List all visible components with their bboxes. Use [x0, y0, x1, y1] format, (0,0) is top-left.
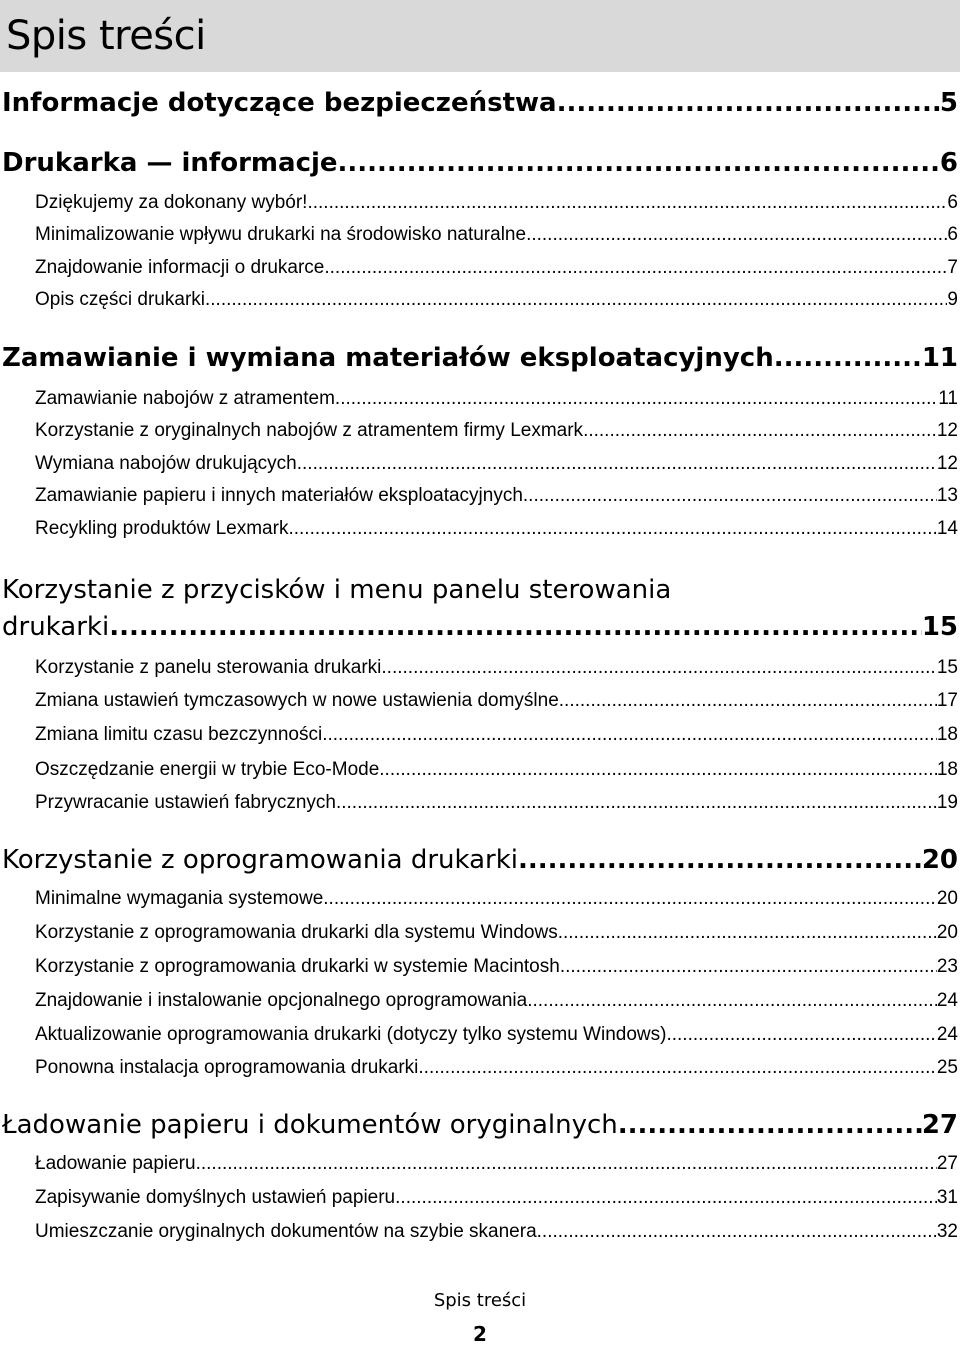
- section-page: 32: [936, 1221, 958, 1242]
- section-page: 27: [936, 1153, 958, 1174]
- toc-chapter-software[interactable]: [0, 845, 958, 875]
- dot-leader: [526, 224, 947, 246]
- section-title: Przywracanie ustawień fabrycznych: [35, 792, 336, 813]
- dot-leader: [618, 1110, 922, 1140]
- section-page: 15: [936, 657, 958, 678]
- section-title: Zapisywanie domyślnych ustawień papieru: [35, 1187, 396, 1208]
- toc-chapter-safety[interactable]: [0, 88, 958, 118]
- title-bar: [0, 0, 960, 72]
- chapter-page: 20: [921, 845, 958, 875]
- dot-leader: [537, 1221, 937, 1243]
- dot-leader: [205, 289, 947, 311]
- page-title: Spis treści: [6, 13, 206, 59]
- chapter-page: 27: [921, 1110, 958, 1140]
- section-title: Zmiana ustawień tymczasowych w nowe ustawienia domyślne: [35, 690, 559, 711]
- dot-leader: [774, 343, 922, 373]
- toc-chapter-control-panel[interactable]: [0, 612, 958, 642]
- section-page: 18: [936, 759, 958, 780]
- section-title: Minimalizowanie wpływu drukarki na środowisko naturalne: [35, 224, 527, 245]
- section-title: Opis części drukarki: [35, 289, 205, 310]
- chapter-title: Zamawianie i wymiana materiałów eksploatacyjnych: [2, 343, 774, 373]
- toc-section[interactable]: [0, 657, 958, 679]
- toc-chapter-supplies[interactable]: [0, 343, 958, 373]
- dot-leader: [338, 148, 940, 178]
- dot-leader: [395, 1187, 937, 1209]
- toc-section[interactable]: [0, 956, 958, 978]
- dot-leader: [109, 612, 922, 642]
- section-page: 25: [936, 1057, 958, 1078]
- toc-section[interactable]: [0, 224, 958, 246]
- section-page: 6: [947, 224, 958, 245]
- toc-section[interactable]: [0, 192, 958, 214]
- footer-label: Spis treści: [433, 1290, 527, 1311]
- section-title: Dziękujemy za dokonany wybór!: [35, 192, 308, 213]
- section-page: 6: [947, 192, 958, 213]
- toc-section[interactable]: [0, 922, 958, 944]
- section-title: Korzystanie z oryginalnych nabojów z atramentem firmy Lexmark: [35, 420, 584, 441]
- chapter-title: Drukarka — informacje: [2, 148, 338, 178]
- toc-section[interactable]: [0, 759, 958, 781]
- dot-leader: [379, 759, 937, 781]
- section-title: Wymiana nabojów drukujących: [35, 453, 297, 474]
- toc-section[interactable]: [0, 289, 958, 311]
- toc-section[interactable]: [0, 1153, 958, 1175]
- chapter-title: Korzystanie z oprogramowania drukarki: [2, 845, 519, 875]
- dot-leader: [558, 922, 937, 944]
- section-page: 13: [936, 485, 958, 506]
- chapter-page: 6: [939, 148, 958, 178]
- toc-section[interactable]: [0, 1057, 958, 1079]
- dot-leader: [307, 192, 947, 214]
- chapter-title: Informacje dotyczące bezpieczeństwa: [2, 88, 557, 118]
- dot-leader: [381, 657, 936, 679]
- toc-section[interactable]: [0, 1221, 958, 1243]
- dot-leader: [288, 518, 936, 540]
- dot-leader: [336, 792, 937, 814]
- section-page: 9: [947, 289, 958, 310]
- section-title: Korzystanie z panelu sterowania drukarki: [35, 657, 382, 678]
- toc-chapter-paper-loading[interactable]: [0, 1110, 958, 1140]
- section-page: 17: [936, 690, 958, 711]
- footer-page-number: 2: [473, 1322, 487, 1346]
- toc-section[interactable]: [0, 1187, 958, 1209]
- toc-section[interactable]: [0, 485, 958, 507]
- section-title: Aktualizowanie oprogramowania drukarki (dotyczy tylko systemu Windows): [35, 1024, 667, 1045]
- dot-leader: [527, 990, 937, 1012]
- section-title: Minimalne wymagania systemowe: [35, 888, 324, 909]
- chapter-title: drukarki: [2, 612, 110, 642]
- chapter-page: 11: [921, 343, 958, 373]
- toc-section[interactable]: [0, 420, 958, 442]
- dot-leader: [323, 888, 937, 910]
- section-page: 31: [936, 1187, 958, 1208]
- toc-chapter-printer-info[interactable]: [0, 148, 958, 178]
- dot-leader: [196, 1153, 937, 1175]
- chapter-title-line1: Korzystanie z przycisków i menu panelu sterowania: [2, 575, 672, 605]
- section-title: Korzystanie z oprogramowania drukarki w systemie Macintosh: [35, 956, 560, 977]
- section-title: Zamawianie nabojów z atramentem: [35, 388, 335, 409]
- section-page: 23: [936, 956, 958, 977]
- chapter-page: 5: [939, 88, 958, 118]
- dot-leader: [418, 1057, 936, 1079]
- section-title: Recykling produktów Lexmark: [35, 518, 289, 539]
- section-page: 20: [936, 888, 958, 909]
- toc-section[interactable]: [0, 518, 958, 540]
- section-title: Zamawianie papieru i innych materiałów eksploatacyjnych: [35, 485, 523, 506]
- dot-leader: [297, 453, 937, 475]
- dot-leader: [335, 388, 938, 410]
- chapter-title: Ładowanie papieru i dokumentów oryginalnych: [2, 1110, 618, 1140]
- section-title: Ponowna instalacja oprogramowania drukarki: [35, 1057, 419, 1078]
- dot-leader: [322, 724, 937, 746]
- dot-leader: [518, 845, 922, 875]
- dot-leader: [523, 485, 937, 507]
- toc-section[interactable]: [0, 888, 958, 910]
- toc-section[interactable]: [0, 792, 958, 814]
- section-page: 19: [936, 792, 958, 813]
- section-page: 20: [936, 922, 958, 943]
- section-title: Znajdowanie informacji o drukarce: [35, 257, 325, 278]
- dot-leader: [560, 956, 937, 978]
- section-title: Korzystanie z oprogramowania drukarki dla systemu Windows: [35, 922, 558, 943]
- dot-leader: [557, 88, 940, 118]
- section-page: 24: [936, 990, 958, 1011]
- section-page: 11: [938, 388, 958, 409]
- section-title: Oszczędzanie energii w trybie Eco-Mode: [35, 759, 380, 780]
- section-title: Ładowanie papieru: [35, 1153, 196, 1174]
- dot-leader: [324, 257, 947, 279]
- section-title: Umieszczanie oryginalnych dokumentów na szybie skanera: [35, 1221, 537, 1242]
- toc-section[interactable]: [0, 388, 958, 410]
- section-page: 12: [936, 453, 958, 474]
- section-title: Zmiana limitu czasu bezczynności: [35, 724, 323, 745]
- toc-section[interactable]: [0, 453, 958, 475]
- toc-section[interactable]: [0, 1024, 958, 1046]
- section-page: 24: [936, 1024, 958, 1045]
- toc-section[interactable]: [0, 690, 958, 712]
- section-page: 14: [936, 518, 958, 539]
- toc-section[interactable]: [0, 724, 958, 746]
- chapter-page: 15: [921, 612, 958, 642]
- toc-section[interactable]: [0, 990, 958, 1012]
- dot-leader: [583, 420, 937, 442]
- dot-leader: [559, 690, 937, 712]
- section-page: 12: [936, 420, 958, 441]
- toc-section[interactable]: [0, 257, 958, 279]
- section-page: 18: [936, 724, 958, 745]
- section-title: Znajdowanie i instalowanie opcjonalnego oprogramowania: [35, 990, 528, 1011]
- dot-leader: [666, 1024, 936, 1046]
- section-page: 7: [947, 257, 958, 278]
